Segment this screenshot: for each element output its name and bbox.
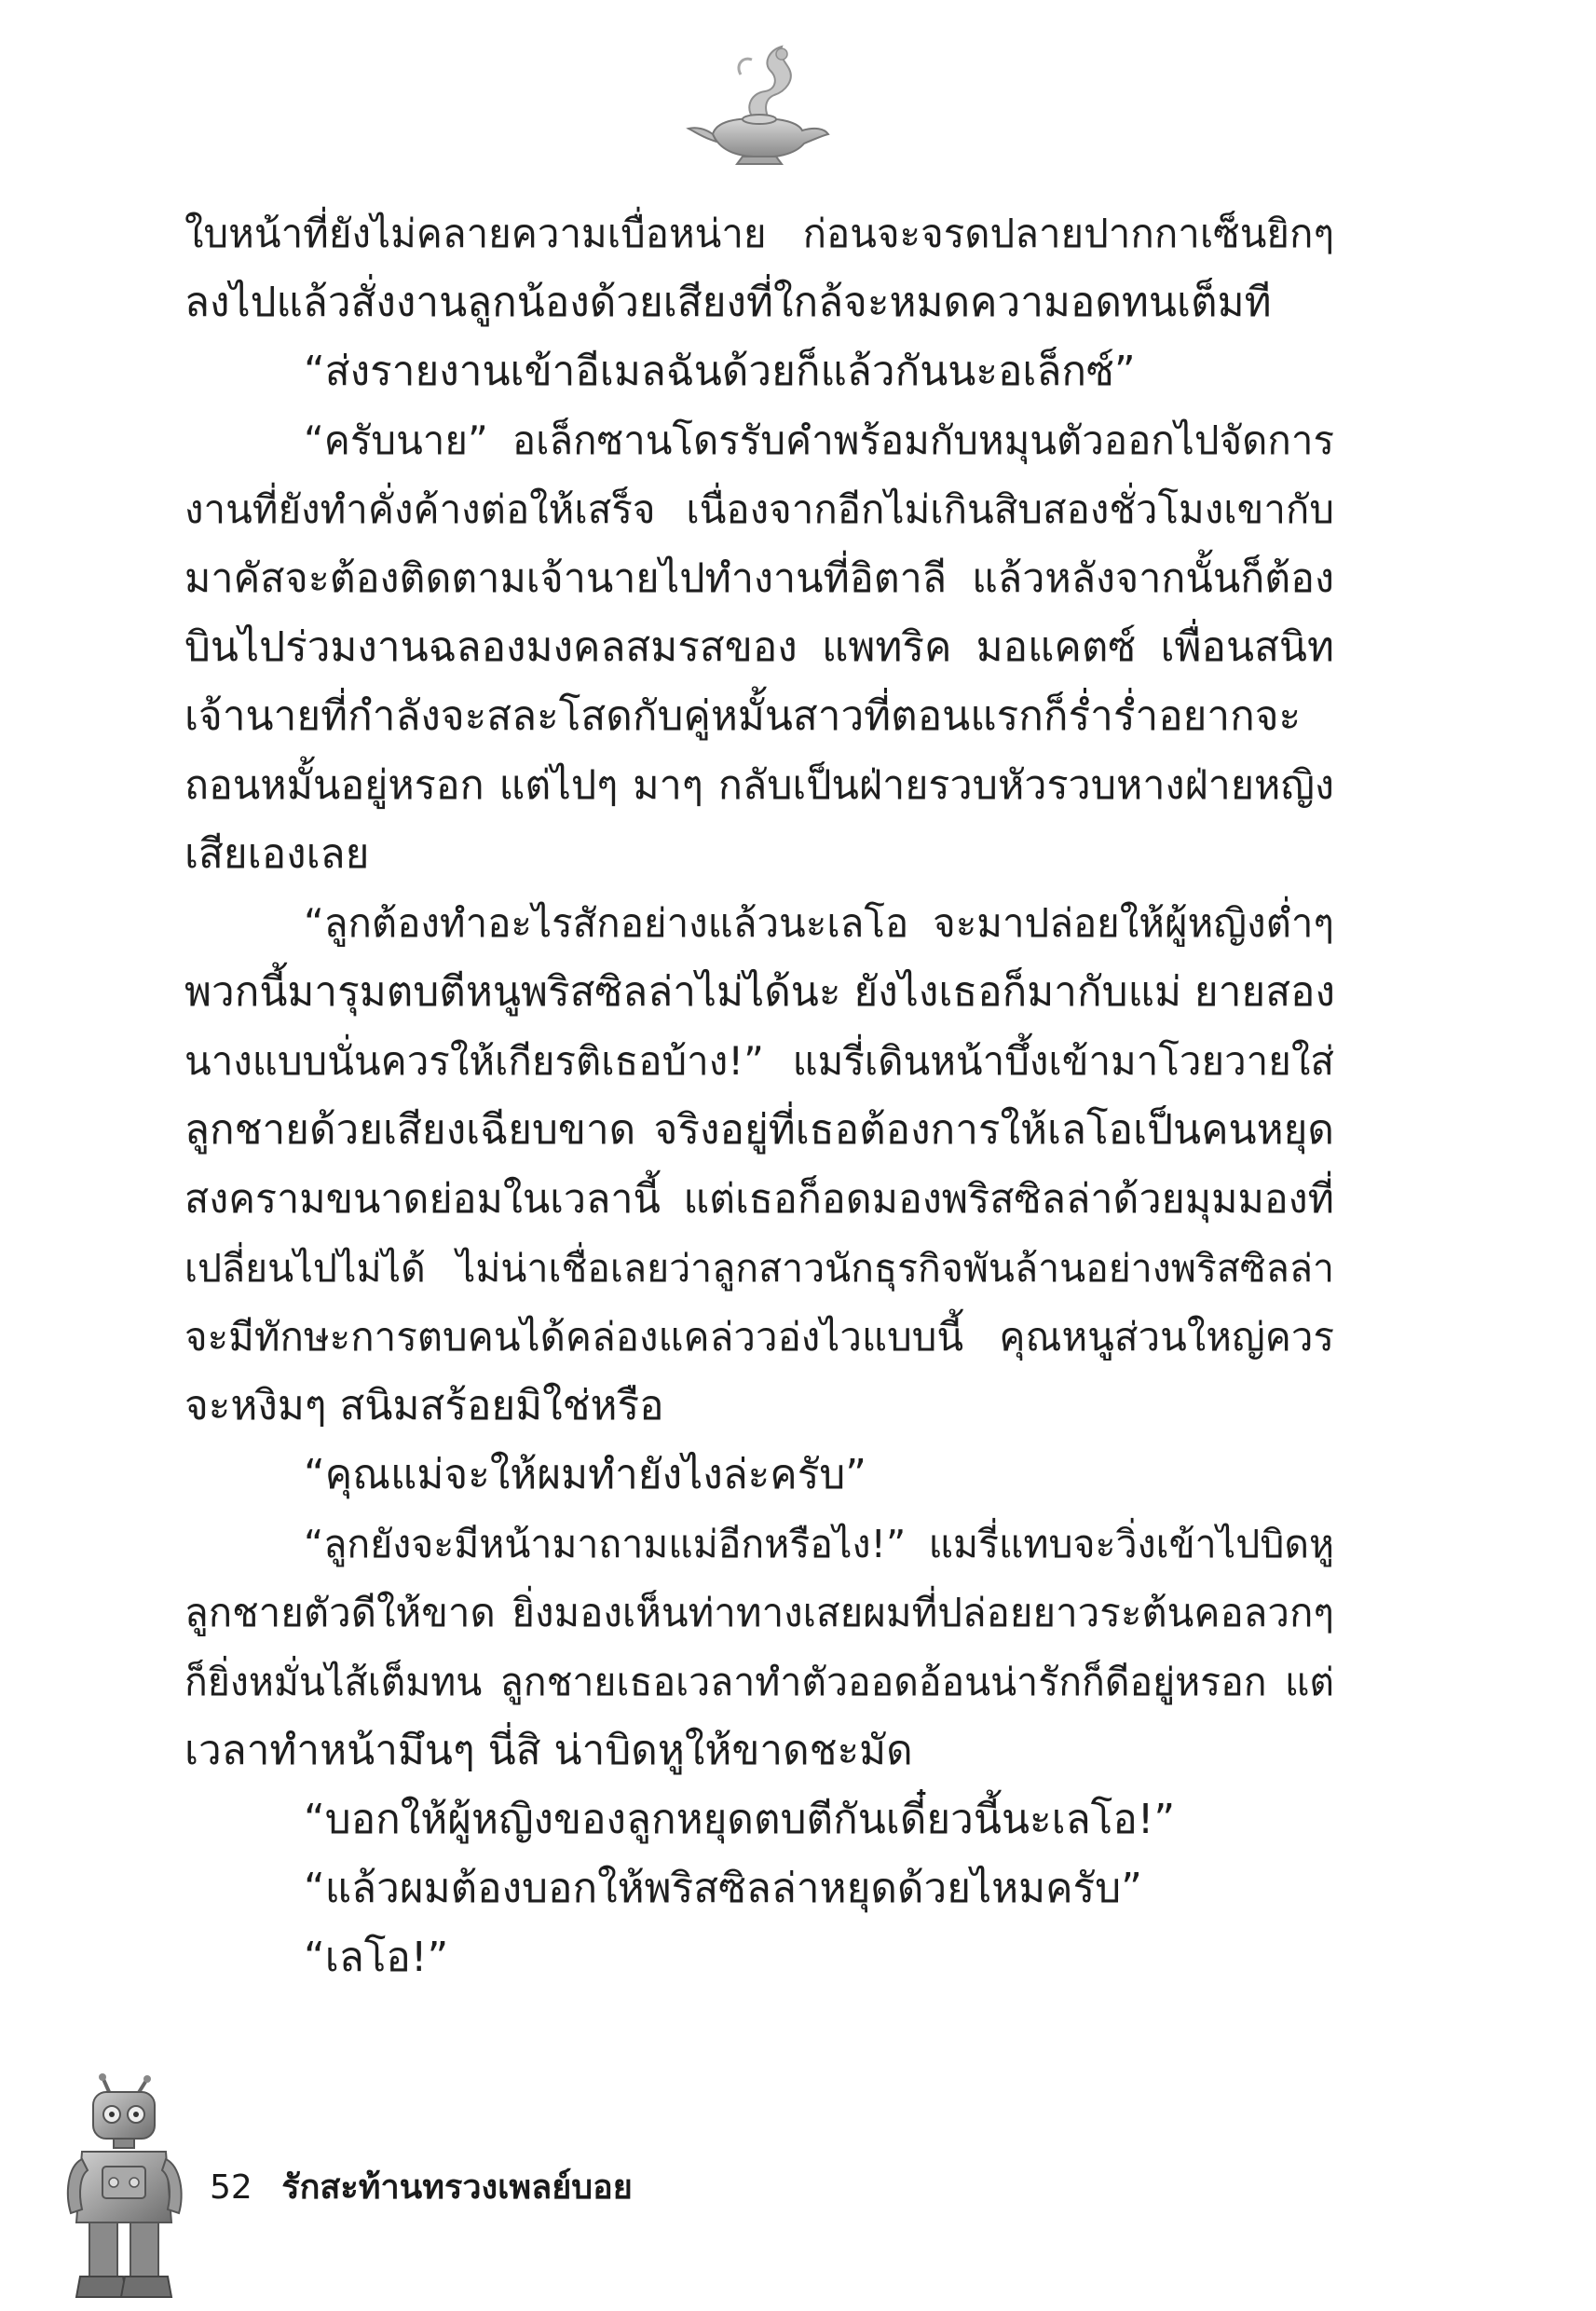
text-line: เปลี่ยนไปไม่ได้ ไม่น่าเชื่อเลยว่าลูกสาวนักธุรกิจพันล้านอย่างพริสซิลล่า [184, 1246, 1334, 1291]
text-line: ลงไปแล้วสั่งงานลูกน้องด้วยเสียงที่ใกล้จะหมดความอดทนเต็มที [184, 279, 1272, 326]
text-line: ใบหน้าที่ยังไม่คลายความเบื่อหน่าย ก่อนจะจรดปลายปากกาเซ็นยิกๆ [184, 211, 1334, 256]
page-number: 52 [210, 2168, 252, 2207]
text-line: บินไปร่วมงานฉลองมงคลสมรสของ แพทริค มอแคตซ์ เพื่อนสนิท [184, 623, 1334, 671]
text-line: พวกนี้มารุมตบตีหนูพริสซิลล่าไม่ได้นะ ยังไงเธอก็มากับแม่ ยายสอง [184, 968, 1335, 1016]
text-line: “แล้วผมต้องบอกให้พริสซิลล่าหยุดด้วยไหมครับ” [304, 1865, 1142, 1912]
page-footer [210, 2165, 633, 2211]
book-title: รักสะท้านทรวงเพลย์บอย [281, 2168, 633, 2207]
text-line: “เลโอ!” [304, 1934, 449, 1981]
text-line: ถอนหมั้นอยู่หรอก แต่ไปๆ มาๆ กลับเป็นฝ่ายรวบหัวรวบหางฝ่ายหญิง [184, 762, 1334, 809]
text-line: “คุณแม่จะให้ผมทำยังไงล่ะครับ” [304, 1451, 867, 1498]
text-line: นางแบบนั่นควรให้เกียรติเธอบ้าง!” แมรี่เดินหน้าบึ้งเข้ามาโวยวายใส่ [184, 1038, 1334, 1084]
text-line: เจ้านายที่กำลังจะสละโสดกับคู่หมั้นสาวที่ตอนแรกก็ร่ำร่ำอยากจะ [184, 692, 1302, 740]
text-line: “บอกให้ผู้หญิงของลูกหยุดตบตีกันเดี๋ยวนี้นะเลโอ!” [304, 1796, 1176, 1843]
text-line: จะมีทักษะการตบคนได้คล่องแคล่ววอ่งไวแบบนี้ คุณหนูส่วนใหญ่ควร [184, 1314, 1334, 1360]
text-line: “ลูกยังจะมีหน้ามาถามแม่อีกหรือไง!” แมรี่แทบจะวิ่งเข้าไปบิดหู [304, 1522, 1334, 1566]
robot-icon [61, 2073, 187, 2302]
text-line: จะหงิมๆ สนิมสร้อยมิใช่หรือ [184, 1382, 664, 1429]
text-line: “ส่งรายงานเข้าอีเมลฉันด้วยก็แล้วกันนะอเล็กซ์” [304, 348, 1136, 395]
text-line: “ลูกต้องทำอะไรสักอย่างแล้วนะเลโอ จะมาปล่อยให้ผู้หญิงต่ำๆ [304, 900, 1334, 946]
text-line: เวลาทำหน้ามึนๆ นี่สิ น่าบิดหูให้ขาดชะมัด [184, 1727, 913, 1774]
text-line: เสียเองเลย [184, 830, 370, 878]
text-line: มาคัสจะต้องติดตามเจ้านายไปทำงานที่อิตาลี แล้วหลังจากนั้นก็ต้อง [184, 555, 1334, 602]
text-line: สงครามขนาดย่อมในเวลานี้ แต่เธอก็อดมองพริสซิลล่าด้วยมุมมองที่ [184, 1176, 1334, 1223]
genie-lamp-icon [685, 37, 834, 168]
text-line: “ครับนาย” อเล็กซานโดรรับคำพร้อมกับหมุนตัวออกไปจัดการ [304, 417, 1334, 463]
text-line: ลูกชายตัวดีให้ขาด ยิ่งมองเห็นท่าทางเสยผมที่ปล่อยยาวระต้นคอลวกๆ [184, 1590, 1334, 1635]
body-text [184, 199, 1334, 1992]
text-line: งานที่ยังทำคั่งค้างต่อให้เสร็จ เนื่องจากอีกไม่เกินสิบสองชั่วโมงเขากับ [184, 486, 1334, 532]
text-line: ก็ยิ่งหมั่นไส้เต็มทน ลูกชายเธอเวลาทำตัวออดอ้อนน่ารักก็ดีอยู่หรอก แต่ [184, 1660, 1334, 1704]
text-line: ลูกชายด้วยเสียงเฉียบขาด จริงอยู่ที่เธอต้องการให้เลโอเป็นคนหยุด [184, 1106, 1334, 1154]
